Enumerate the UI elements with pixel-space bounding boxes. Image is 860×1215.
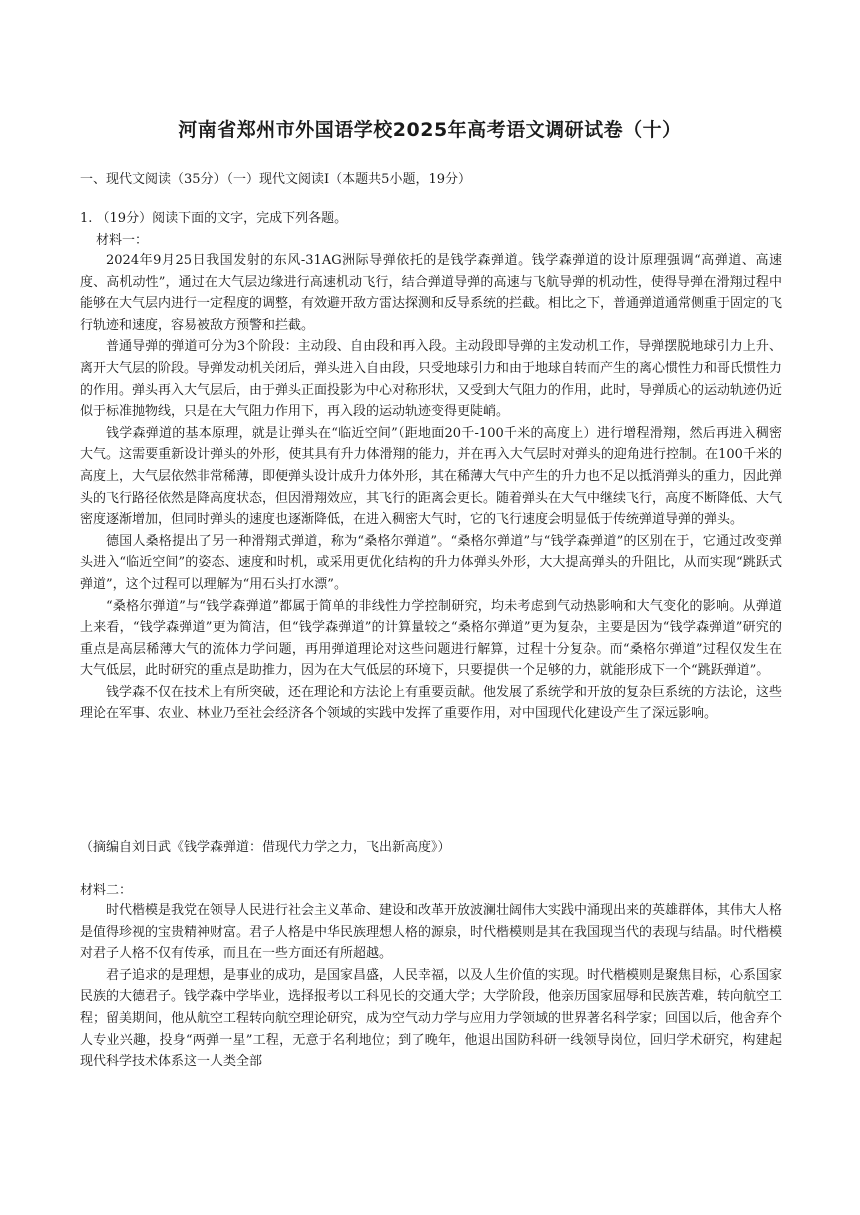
section-heading: 一、现代文阅读（35分）（一）现代文阅读Ⅰ（本题共5小题，19分） <box>80 172 471 187</box>
paragraph: 德国人桑格提出了另一种滑翔式弹道，称为“桑格尔弹道”。“桑格尔弹道”与“钱学森弹道”的区别在于，它通过改变弹头进入“临近空间”的姿态、速度和时机，或采用更优化结构的升力体弹头外形，大大提高弹头的升阻比，从而实现“跳跃式弹道”，这个过程可以理解为“用石头打水漂”。 <box>80 533 782 592</box>
paragraph: 普通导弹的弹道可分为3个阶段：主动段、自由段和再入段。主动段即导弹的主发动机工作，导弹摆脱地球引力上升、离开大气层的阶段。导弹发动机关闭后，弹头进入自由段，只受地球引力和由于地球自转而产生的离心惯性力和哥氏惯性力的作用。弹头再入大气层后，由于弹头正面投影为中心对称形状，又受到大气阻力的作用，此时，导弹质心的运动轨迹仍近似于标准抛物线，只是在大气阻力作用下，再入段的运动轨迹变得更陡峭。 <box>80 339 783 420</box>
material-two-label: 材料二： <box>80 883 133 898</box>
material-two-body <box>80 900 782 1073</box>
paragraph: 钱学森弹道的基本原理，就是让弹头在“临近空间”（距地面20千-100千米的高度上）进行增程滑翔，然后再进入稠密大气。这需要重新设计弹头的外形，使其具有升力体滑翔的能力，并在再入大气层时对弹头的迎角进行控制。在100千米的高度上，大气层依然非常稀薄，即便弹头设计成升力体外形，其在稀薄大气中产生的升力也不足以抵消弹头的重力，因此弹头的飞行路径依然是降高度状态，但因滑翔效应，其飞行的距离会更长。随着弹头在大气中继续飞行，高度不断降低、大气密度逐渐增加，但同时弹头的速度也逐渐降低，在进入稠密大气时，它的飞行速度会明显低于传统弹道导弹的弹头。 <box>80 425 783 528</box>
material-one-label: 材料一： <box>96 233 149 248</box>
paragraph: 钱学森不仅在技术上有所突破，还在理论和方法论上有重要贡献。他发展了系统学和开放的复杂巨系统的方法论，这些理论在军事、农业、林业乃至社会经济各个领域的实践中发挥了重要作用，对中国现代化建设产生了深远影响。 <box>80 684 783 722</box>
material-one-source: （摘编自刘日武《钱学森弹道：借现代力学之力，飞出新高度》） <box>80 840 451 855</box>
question-stem: 1. （19分）阅读下面的文字，完成下列各题。 <box>80 211 348 226</box>
paragraph: “桑格尔弹道”与“钱学森弹道”都属于简单的非线性力学控制研究，均未考虑到气动热影响和大气变化的影响。从弹道上来看，“钱学森弹道”更为简洁，但“钱学森弹道”的计算量较之“桑格尔弹道”更为复杂，主要是因为“钱学森弹道”研究的重点是高层稀薄大气的流体力学问题，再用弹道理论对这些问题进行解算，过程十分复杂。而“桑格尔弹道”过程仅发生在大气低层，此时研究的重点是助推力，因为在大气低层的环境下，只要提供一个足够的力，就能形成下一个“跳跃弹道”。 <box>80 598 782 679</box>
page-title: 河南省郑州市外国语学校2025年高考语文调研试卷（十） <box>178 119 682 141</box>
paragraph: 时代楷模是我党在领导人民进行社会主义革命、建设和改革开放波澜壮阔伟大实践中涌现出来的英雄群体，其伟大人格是值得珍视的宝贵精神财富。君子人格是中华民族理想人格的源泉，时代楷模则是其在我国现当代的表现与结晶。时代楷模对君子人格不仅有传承，而且在一些方面还有所超越。 <box>80 903 783 962</box>
material-one-body <box>80 250 782 725</box>
paragraph: 君子追求的是理想，是事业的成功，是国家昌盛，人民幸福，以及人生价值的实现。时代楷模则是聚焦目标，心系国家民族的大德君子。钱学森中学毕业，选择报考以工科见长的交通大学；大学阶段，他亲历国家屈辱和民族苦难，转向航空工程；留美期间，他从航空工程转向航空理论研究，成为空气动力学与应用力学领域的世界著名科学家；回国以后，他舍弃个人专业兴趣，投身“两弹一星”工程，无意于名利地位；到了晚年，他退出国防科研一线领导岗位，回归学术研究，构建起现代科学技术体系这一人类全部 <box>80 967 783 1070</box>
paragraph: 2024年9月25日我国发射的东风-31AG洲际导弹依托的是钱学森弹道。钱学森弹道的设计原理强调“高弹道、高速度、高机动性”，通过在大气层边缘进行高速机动飞行，结合弹道导弹的高速与飞航导弹的机动性，使得导弹在滑翔过程中能够在大气层内进行一定程度的调整，有效避开敌方雷达探测和反导系统的拦截。相比之下，普通弹道通常侧重于固定的飞行轨迹和速度，容易被敌方预警和拦截。 <box>80 253 783 333</box>
